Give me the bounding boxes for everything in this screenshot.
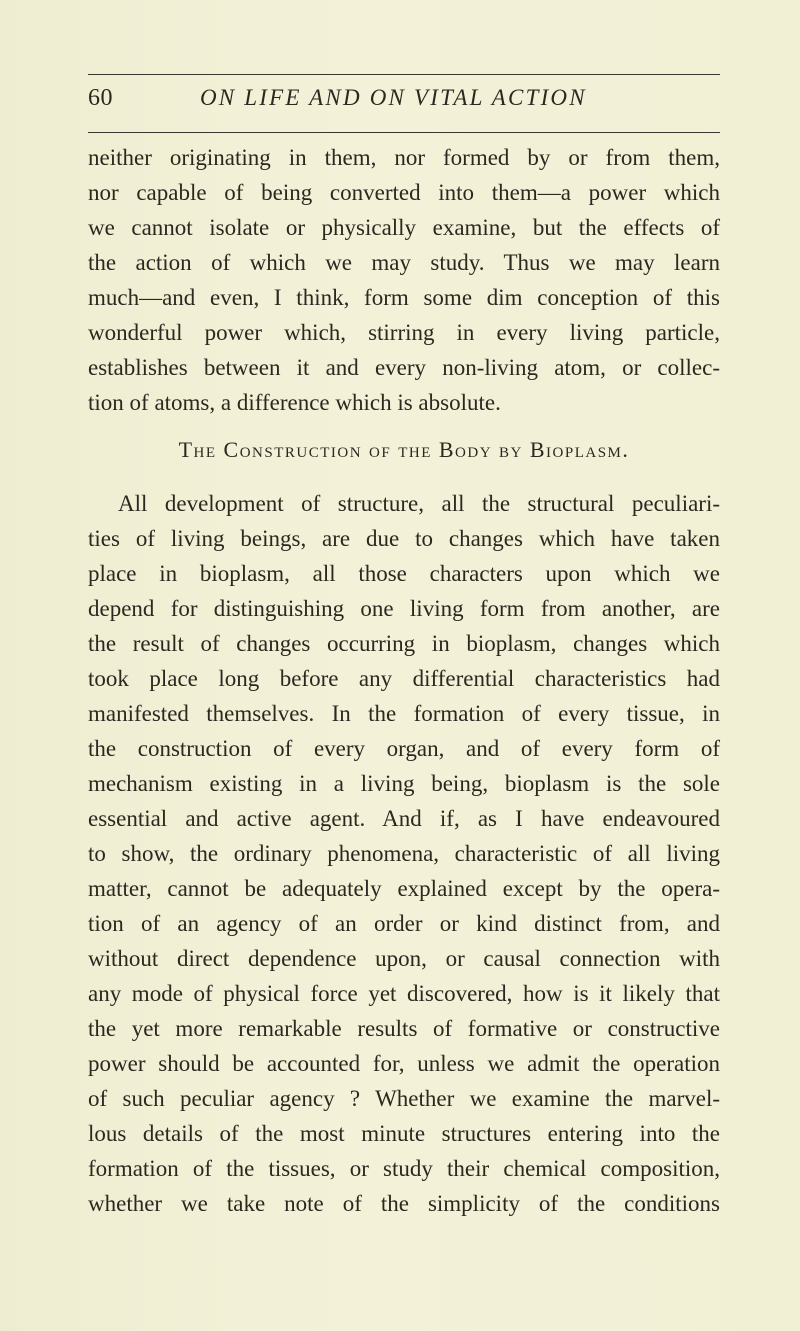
- text-line: manifested themselves. In the formation of every tissue, in: [88, 701, 720, 726]
- text-line: of such peculiar agency ? Whether we examine the marvel-: [88, 1086, 720, 1111]
- header-bottom-rule: [88, 132, 720, 133]
- text-line: formation of the tissues, or study their chemical composition,: [88, 1156, 720, 1181]
- paragraph-continued: [88, 140, 720, 420]
- text-line: without direct dependence upon, or causal connection with: [88, 946, 720, 971]
- text-line: whether we take note of the simplicity of the conditions: [88, 1191, 720, 1216]
- text-line: essential and active agent. And if, as I have endeavoured: [88, 806, 720, 831]
- text-line: the construction of every organ, and of every form of: [88, 736, 720, 761]
- running-head: ON LIFE AND ON VITAL ACTION: [200, 85, 587, 110]
- text-line: matter, cannot be adequately explained except by the opera-: [88, 876, 720, 901]
- page-number: 60: [88, 85, 113, 111]
- text-line: we cannot isolate or physically examine, but the effects of: [88, 215, 720, 240]
- body-text: [88, 140, 720, 1221]
- text-line: to show, the ordinary phenomena, characteristic of all living: [88, 841, 720, 866]
- text-line: the action of which we may study. Thus we may learn: [88, 250, 720, 275]
- page-header: [88, 85, 720, 121]
- text-line: power should be accounted for, unless we admit the operation: [88, 1051, 720, 1076]
- text-line: lous details of the most minute structures entering into the: [88, 1121, 720, 1146]
- text-line: wonderful power which, stirring in every living particle,: [88, 320, 720, 345]
- text-line: mechanism existing in a living being, bioplasm is the sole: [88, 771, 720, 796]
- text-line: much—and even, I think, form some dim conception of this: [88, 285, 720, 310]
- text-line: depend for distinguishing one living form from another, are: [88, 596, 720, 621]
- text-line: ties of living beings, are due to changes which have taken: [88, 526, 720, 551]
- text-line: nor capable of being converted into them—a power which: [88, 180, 720, 205]
- text-line: took place long before any differential characteristics had: [88, 666, 720, 691]
- section-heading: The Construction of the Body by Bioplasm.: [178, 437, 630, 462]
- text-line: the result of changes occurring in bioplasm, changes which: [88, 631, 720, 656]
- text-line: any mode of physical force yet discovered, how is it likely that: [88, 981, 720, 1006]
- text-line: tion of an agency of an order or kind distinct from, and: [88, 911, 720, 936]
- text-line: neither originating in them, nor formed by or from them,: [88, 145, 720, 170]
- section-paragraph: [88, 486, 720, 1221]
- text-line: establishes between it and every non-living atom, or collec-: [88, 355, 720, 380]
- header-top-rule: [88, 74, 720, 75]
- text-line: the yet more remarkable results of formative or constructive: [88, 1016, 720, 1041]
- text-line: All development of structure, all the structural peculiari-: [118, 491, 720, 516]
- text-line: tion of atoms, a difference which is absolute.: [88, 390, 501, 415]
- text-line: place in bioplasm, all those characters upon which we: [88, 561, 720, 586]
